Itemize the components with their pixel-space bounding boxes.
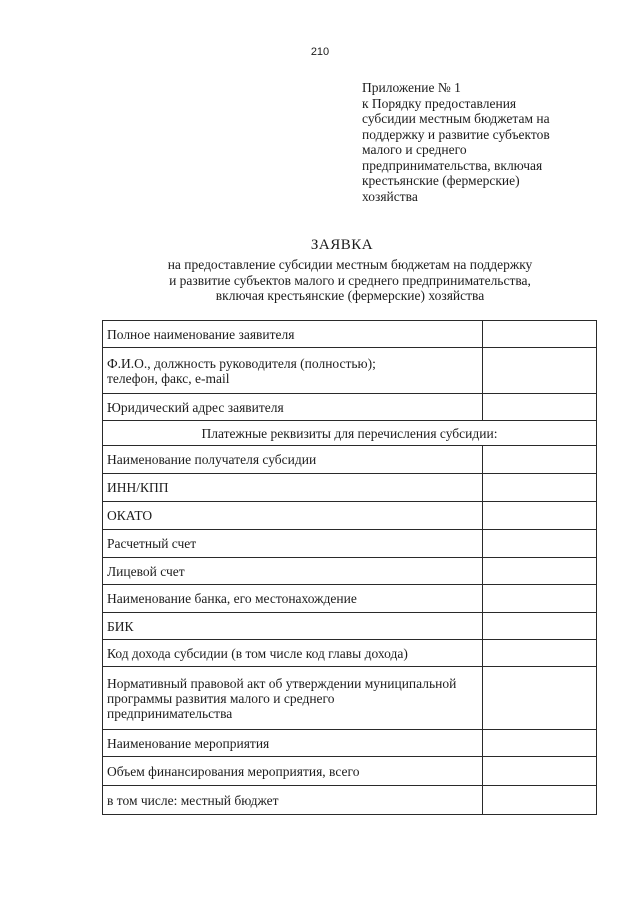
table-row (103, 613, 597, 640)
field-label (103, 502, 483, 530)
field-value-cell[interactable] (482, 394, 596, 421)
field-label-line: предпринимательства (107, 705, 233, 721)
page-number: 210 (310, 46, 330, 58)
application-form-table (102, 320, 597, 815)
appendix-line: Приложение № 1 (362, 80, 461, 95)
field-label (103, 786, 483, 815)
field-label (103, 613, 483, 640)
field-label (103, 757, 483, 786)
table-row (103, 502, 597, 530)
field-label-line: Расчетный счет (107, 536, 197, 551)
field-value-cell[interactable] (482, 640, 596, 667)
field-label (103, 446, 483, 474)
document-subtitle (0, 257, 640, 304)
field-label-line: Полное наименование заявителя (107, 326, 295, 342)
field-label-line: в том числе: местный бюджет (107, 792, 279, 808)
document-title: ЗАЯВКА (310, 237, 374, 253)
field-label (103, 394, 483, 421)
appendix-line: хозяйства (362, 188, 418, 204)
field-label-line: Лицевой счет (107, 563, 185, 579)
field-label-line: Нормативный правовой акт об утверждении муниципальной (107, 675, 457, 691)
field-value-cell[interactable] (482, 613, 596, 640)
field-value-cell[interactable] (482, 585, 596, 613)
field-value-cell[interactable] (482, 502, 596, 530)
table-row (103, 786, 597, 815)
table-row (103, 394, 597, 421)
table-row (103, 757, 597, 786)
field-value-cell[interactable] (482, 474, 596, 502)
field-value-cell[interactable] (482, 348, 596, 394)
appendix-line: к Порядку предоставления (362, 95, 517, 111)
field-value-cell[interactable] (482, 730, 596, 757)
section-heading-line: Платежные реквизиты для перечисления субсидии: (201, 425, 498, 441)
field-label (103, 321, 483, 348)
field-value-cell[interactable] (482, 530, 596, 558)
appendix-line: малого и среднего (362, 142, 467, 157)
appendix-line: субсидии местным бюджетам на (362, 111, 550, 126)
field-label-line: ОКАТО (107, 508, 153, 523)
table-row (103, 321, 597, 348)
field-label-line: Объем финансирования мероприятия, всего (107, 763, 360, 779)
field-value-cell[interactable] (482, 446, 596, 474)
field-label-line: телефон, факс, e-mail (107, 370, 230, 386)
table-row (103, 446, 597, 474)
appendix-line: поддержку и развитие субъектов (362, 126, 550, 142)
appendix-note (362, 80, 592, 204)
field-label-line: Ф.И.О., должность руководителя (полностью); (107, 355, 376, 371)
appendix-line: предпринимательства, включая (362, 157, 543, 173)
field-label-line: Наименование получателя субсидии (107, 452, 317, 467)
table-section-row (103, 421, 597, 446)
field-label (103, 348, 483, 394)
field-label-line: Наименование банка, его местонахождение (107, 591, 357, 606)
field-label (103, 585, 483, 613)
table-row (103, 558, 597, 585)
field-label (103, 730, 483, 757)
field-label (103, 640, 483, 667)
table-row (103, 474, 597, 502)
field-label (103, 558, 483, 585)
table-row (103, 348, 597, 394)
field-label (103, 667, 483, 730)
field-label-line: ИНН/КПП (107, 480, 169, 495)
field-label-line: БИК (107, 618, 134, 634)
field-value-cell[interactable] (482, 321, 596, 348)
table-row (103, 730, 597, 757)
table-row (103, 530, 597, 558)
field-label-line: Наименование мероприятия (107, 735, 270, 751)
field-label (103, 530, 483, 558)
field-label-line: программы развития малого и среднего (107, 690, 335, 706)
field-value-cell[interactable] (482, 667, 596, 730)
table-row (103, 585, 597, 613)
field-value-cell[interactable] (482, 558, 596, 585)
field-label-line: Код дохода субсидии (в том числе код главы дохода) (107, 645, 408, 661)
field-label (103, 474, 483, 502)
table-row (103, 640, 597, 667)
field-value-cell[interactable] (482, 786, 596, 815)
appendix-line: крестьянские (фермерские) (362, 173, 520, 188)
field-value-cell[interactable] (482, 757, 596, 786)
section-heading (103, 421, 597, 446)
subtitle-line: на предоставление субсидии местным бюджетам на поддержку (167, 257, 533, 272)
subtitle-line: и развитие субъектов малого и среднего предпринимательства, (169, 272, 531, 288)
table-row (103, 667, 597, 730)
subtitle-line: включая крестьянские (фермерские) хозяйства (215, 288, 485, 303)
field-label-line: Юридический адрес заявителя (107, 399, 284, 415)
